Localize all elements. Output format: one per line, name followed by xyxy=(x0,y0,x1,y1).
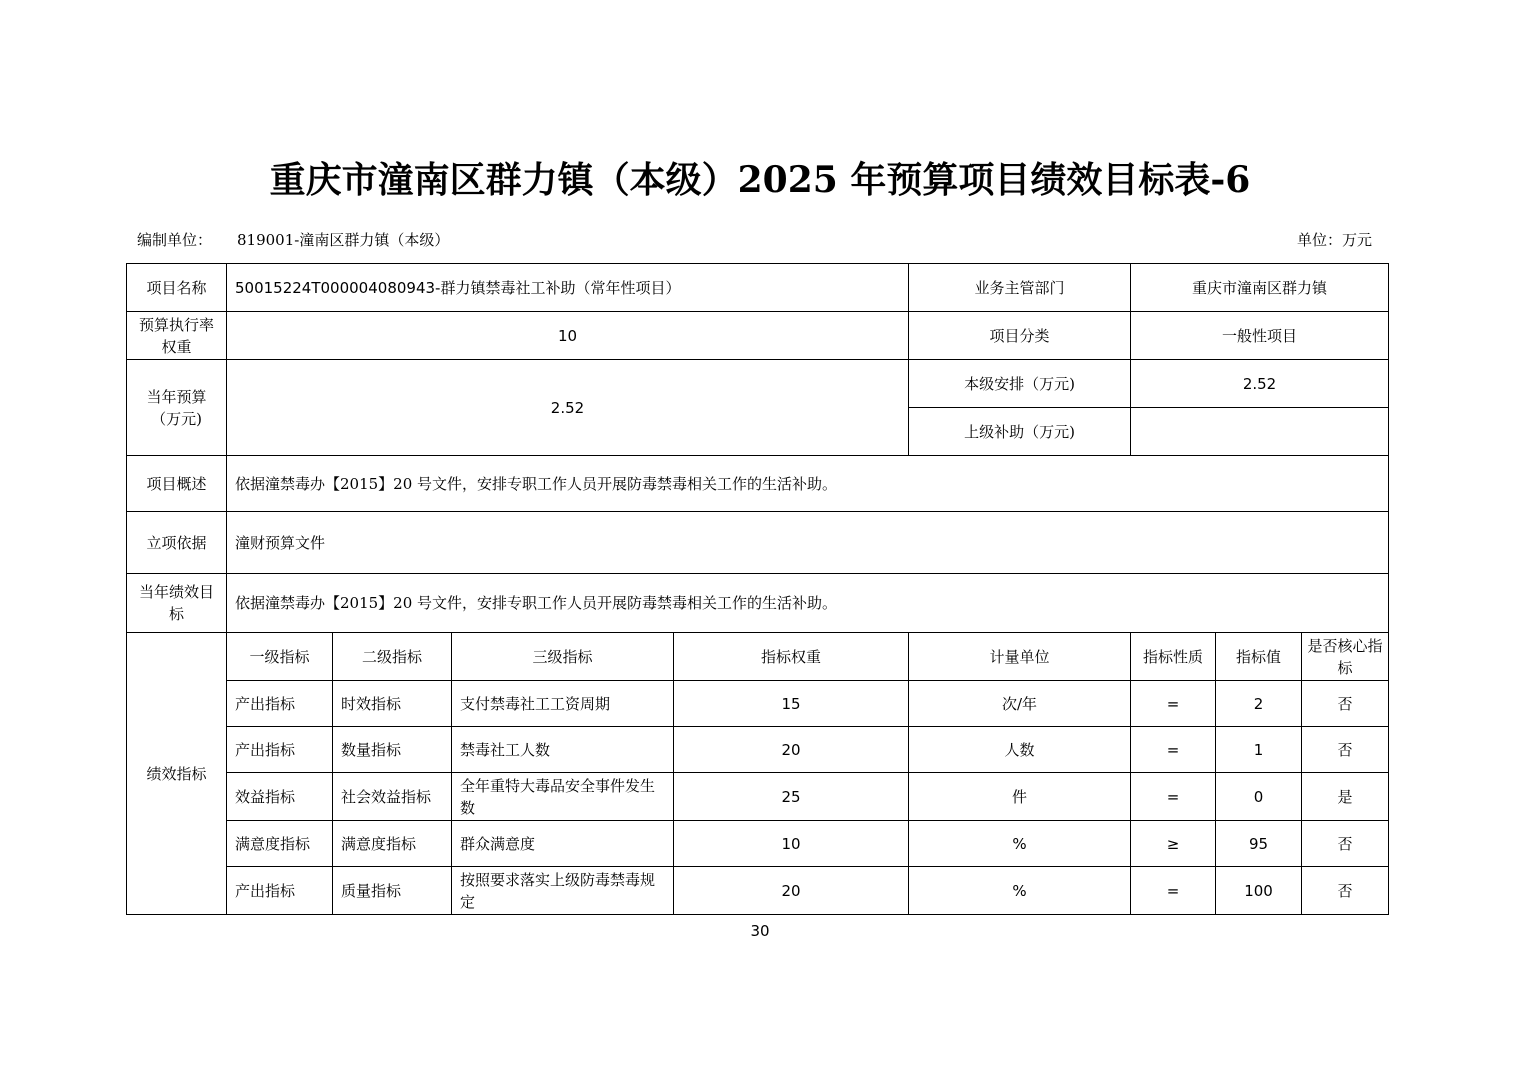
header-weight: 指标权重 xyxy=(674,633,909,681)
indicator-weight: 20 xyxy=(674,727,909,773)
project-name-value: 50015224T000004080943-群力镇禁毒社工补助（常年性项目） xyxy=(227,264,909,312)
header-nature: 指标性质 xyxy=(1131,633,1216,681)
indicator-core: 是 xyxy=(1302,773,1389,821)
indicator-l2: 数量指标 xyxy=(333,727,452,773)
indicator-weight: 15 xyxy=(674,681,909,727)
budget-value: 2.52 xyxy=(227,360,909,456)
indicator-l3: 禁毒社工人数 xyxy=(452,727,674,773)
perf-label: 绩效指标 xyxy=(127,633,227,915)
table-row xyxy=(127,821,1389,867)
project-name-label: 项目名称 xyxy=(127,264,227,312)
indicator-l2: 质量指标 xyxy=(333,867,452,915)
indicator-l1: 产出指标 xyxy=(227,681,333,727)
indicator-value: 0 xyxy=(1216,773,1302,821)
indicator-weight: 10 xyxy=(674,821,909,867)
indicator-l3: 支付禁毒社工工资周期 xyxy=(452,681,674,727)
category-label: 项目分类 xyxy=(909,312,1131,360)
indicator-l1: 效益指标 xyxy=(227,773,333,821)
indicator-value: 1 xyxy=(1216,727,1302,773)
indicator-value: 95 xyxy=(1216,821,1302,867)
indicator-nature: = xyxy=(1131,681,1216,727)
org-info xyxy=(137,229,449,250)
basis-value: 潼财预算文件 xyxy=(227,512,1389,574)
indicator-nature: ≥ xyxy=(1131,821,1216,867)
indicator-core: 否 xyxy=(1302,681,1389,727)
indicator-l2: 满意度指标 xyxy=(333,821,452,867)
indicator-nature: = xyxy=(1131,867,1216,915)
local-label: 本级安排（万元) xyxy=(909,360,1131,408)
indicator-weight: 25 xyxy=(674,773,909,821)
table-row xyxy=(127,727,1389,773)
table-row xyxy=(127,867,1389,915)
weight-value: 10 xyxy=(227,312,909,360)
weight-label: 预算执行率权重 xyxy=(127,312,227,360)
local-value: 2.52 xyxy=(1131,360,1389,408)
indicator-l3: 群众满意度 xyxy=(452,821,674,867)
indicator-l2: 社会效益指标 xyxy=(333,773,452,821)
header-l2: 二级指标 xyxy=(333,633,452,681)
indicator-unit: 件 xyxy=(909,773,1131,821)
indicator-unit: % xyxy=(909,867,1131,915)
indicator-core: 否 xyxy=(1302,867,1389,915)
indicator-nature: = xyxy=(1131,727,1216,773)
table-row xyxy=(127,681,1389,727)
indicator-unit: 人数 xyxy=(909,727,1131,773)
dept-label: 业务主管部门 xyxy=(909,264,1131,312)
header-unit: 计量单位 xyxy=(909,633,1131,681)
header-l3: 三级指标 xyxy=(452,633,674,681)
goal-value: 依据潼禁毒办【2015】20 号文件，安排专职工作人员开展防毒禁毒相关工作的生活补助。 xyxy=(227,574,1389,633)
indicator-l3: 按照要求落实上级防毒禁毒规定 xyxy=(452,867,674,915)
upper-label: 上级补助（万元) xyxy=(909,408,1131,456)
unit-label: 单位：万元 xyxy=(1297,231,1373,249)
indicator-l3: 全年重特大毒品安全事件发生数 xyxy=(452,773,674,821)
org-value: 819001-潼南区群力镇（本级） xyxy=(237,231,450,249)
indicator-unit: % xyxy=(909,821,1131,867)
upper-value xyxy=(1131,408,1389,456)
budget-label: 当年预算（万元) xyxy=(127,360,227,456)
indicator-core: 否 xyxy=(1302,821,1389,867)
page-number: 30 xyxy=(750,922,770,940)
table-row xyxy=(127,773,1389,821)
indicator-l1: 产出指标 xyxy=(227,867,333,915)
indicator-unit: 次/年 xyxy=(909,681,1131,727)
org-label: 编制单位： xyxy=(137,231,213,249)
dept-value: 重庆市潼南区群力镇 xyxy=(1131,264,1389,312)
goal-label: 当年绩效目标 xyxy=(127,574,227,633)
indicator-l2: 时效指标 xyxy=(333,681,452,727)
indicator-core: 否 xyxy=(1302,727,1389,773)
indicator-header-row xyxy=(127,633,1389,681)
page-title: 重庆市潼南区群力镇（本级）2025 年预算项目绩效目标表-6 xyxy=(269,159,1251,201)
overview-label: 项目概述 xyxy=(127,456,227,512)
overview-value: 依据潼禁毒办【2015】20 号文件，安排专职工作人员开展防毒禁毒相关工作的生活补助。 xyxy=(227,456,1389,512)
indicator-nature: = xyxy=(1131,773,1216,821)
category-value: 一般性项目 xyxy=(1131,312,1389,360)
indicator-value: 100 xyxy=(1216,867,1302,915)
indicator-weight: 20 xyxy=(674,867,909,915)
indicator-value: 2 xyxy=(1216,681,1302,727)
header-l1: 一级指标 xyxy=(227,633,333,681)
indicator-l1: 产出指标 xyxy=(227,727,333,773)
indicator-l1: 满意度指标 xyxy=(227,821,333,867)
header-core: 是否核心指标 xyxy=(1302,633,1389,681)
header-value: 指标值 xyxy=(1216,633,1302,681)
basis-label: 立项依据 xyxy=(127,512,227,574)
performance-table xyxy=(126,263,1389,915)
